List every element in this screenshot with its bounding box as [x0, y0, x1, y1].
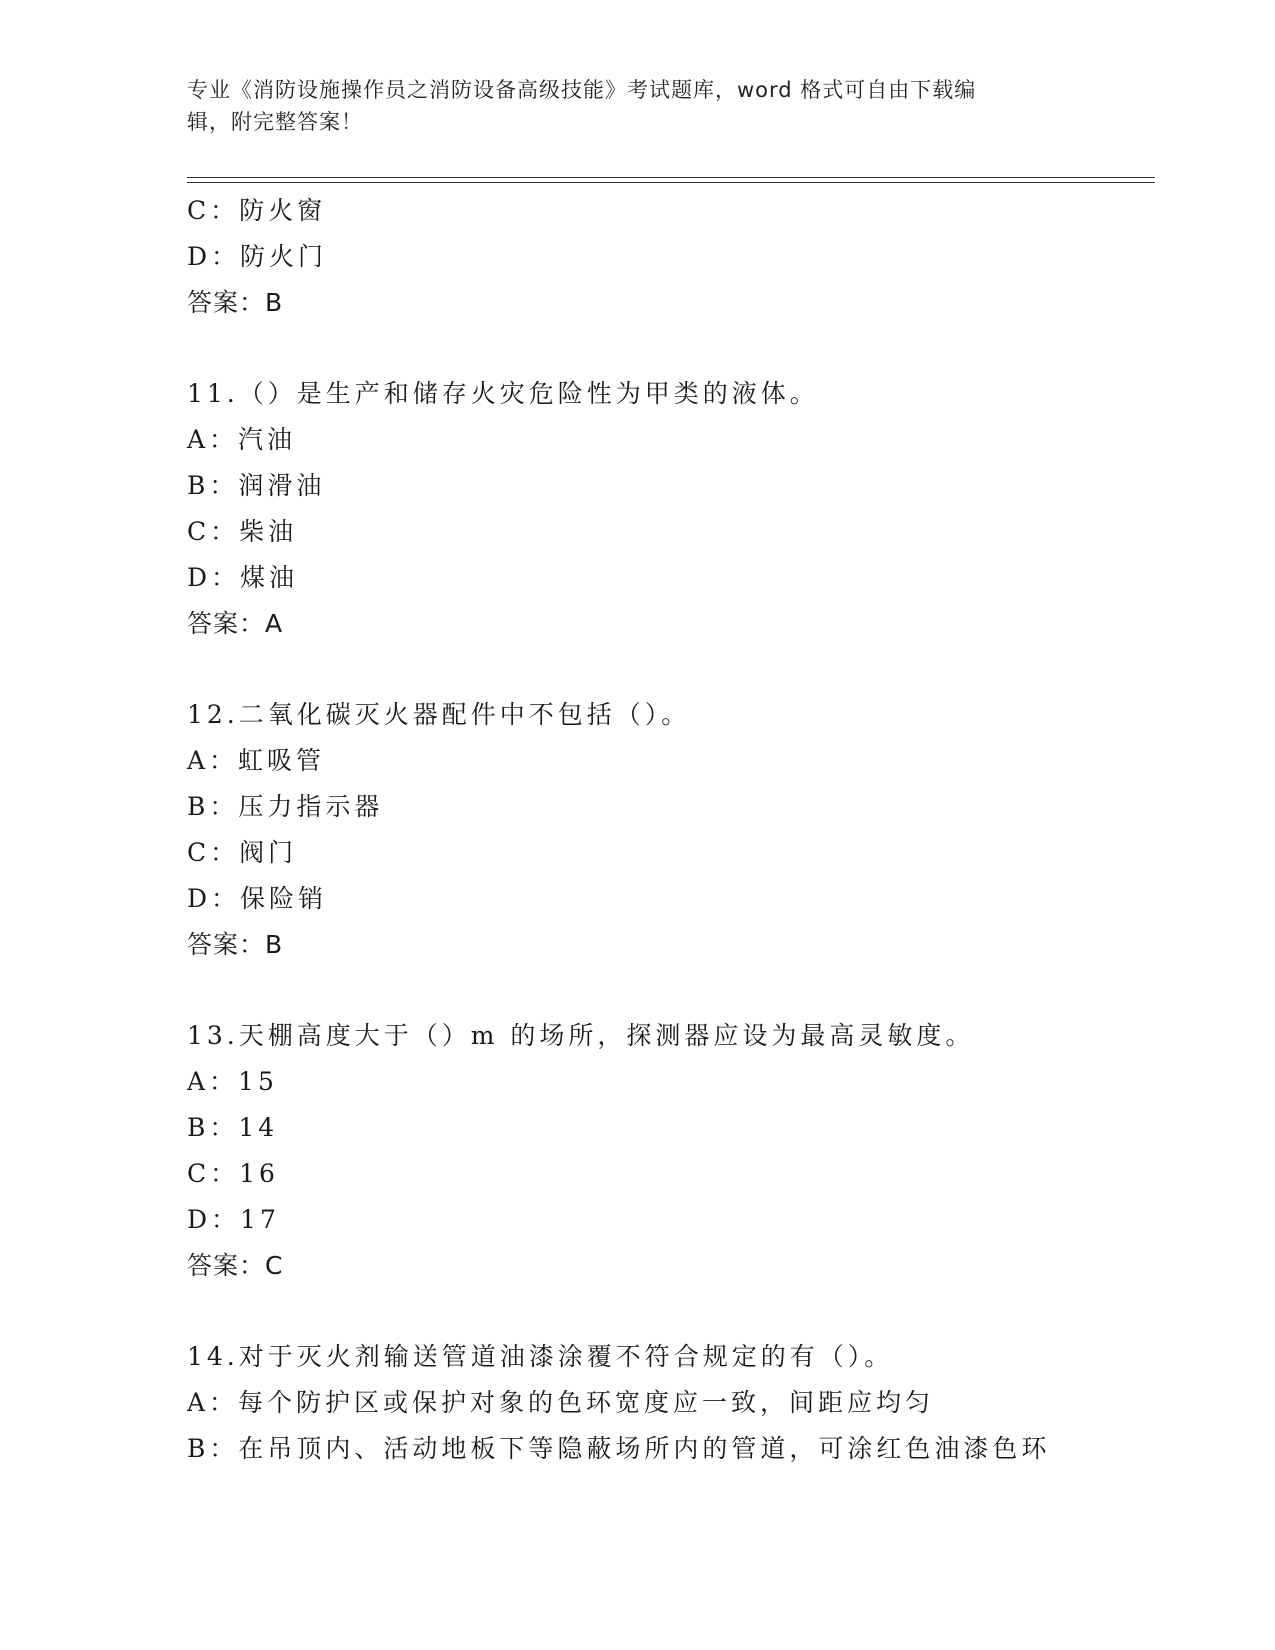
option-a: A：每个防护区或保护对象的色环宽度应一致，间距应均匀 — [187, 1388, 935, 1417]
answer: 答案：C — [187, 1251, 284, 1280]
option-d: D：防火门 — [187, 242, 328, 271]
question-10-tail — [187, 188, 1155, 326]
option-a: A：汽油 — [187, 425, 297, 454]
option-b: B：在吊顶内、活动地板下等隐蔽场所内的管道，可涂红色油漆色环 — [187, 1434, 1051, 1463]
option-c: C：防火窗 — [187, 196, 327, 225]
option-c: C：16 — [187, 1159, 279, 1188]
question-stem: 14.对于灭火剂输送管道油漆涂覆不符合规定的有（）。 — [187, 1342, 894, 1371]
option-b: B：润滑油 — [187, 471, 326, 500]
header-line-1: 专业《消防设施操作员之消防设备高级技能》考试题库，word 格式可自由下载编 — [187, 78, 977, 102]
question-12 — [187, 692, 1155, 968]
option-a: A：15 — [187, 1067, 278, 1096]
option-d: D：保险销 — [187, 884, 328, 913]
option-b: B：14 — [187, 1113, 279, 1142]
question-stem: 13.天棚高度大于（）m 的场所，探测器应设为最高灵敏度。 — [187, 1021, 975, 1050]
header-divider-bottom — [187, 182, 1155, 183]
option-d: D：17 — [187, 1205, 280, 1234]
option-c: C：阀门 — [187, 838, 298, 867]
document-header — [187, 74, 1067, 138]
option-b: B：压力指示器 — [187, 792, 384, 821]
header-divider-top — [187, 177, 1155, 178]
question-content — [187, 188, 1155, 1472]
header-line-2: 辑，附完整答案！ — [187, 110, 363, 134]
answer: 答案：B — [187, 930, 284, 959]
question-stem: 11.（）是生产和储存火灾危险性为甲类的液体。 — [187, 379, 819, 408]
answer: 答案：A — [187, 609, 284, 638]
question-stem: 12.二氧化碳灭火器配件中不包括（）。 — [187, 700, 691, 729]
question-13 — [187, 1013, 1155, 1289]
option-c: C：柴油 — [187, 517, 298, 546]
answer: 答案：B — [187, 288, 284, 317]
question-14 — [187, 1334, 1155, 1472]
question-11 — [187, 371, 1155, 647]
option-d: D：煤油 — [187, 563, 299, 592]
option-a: A：虹吸管 — [187, 746, 326, 775]
